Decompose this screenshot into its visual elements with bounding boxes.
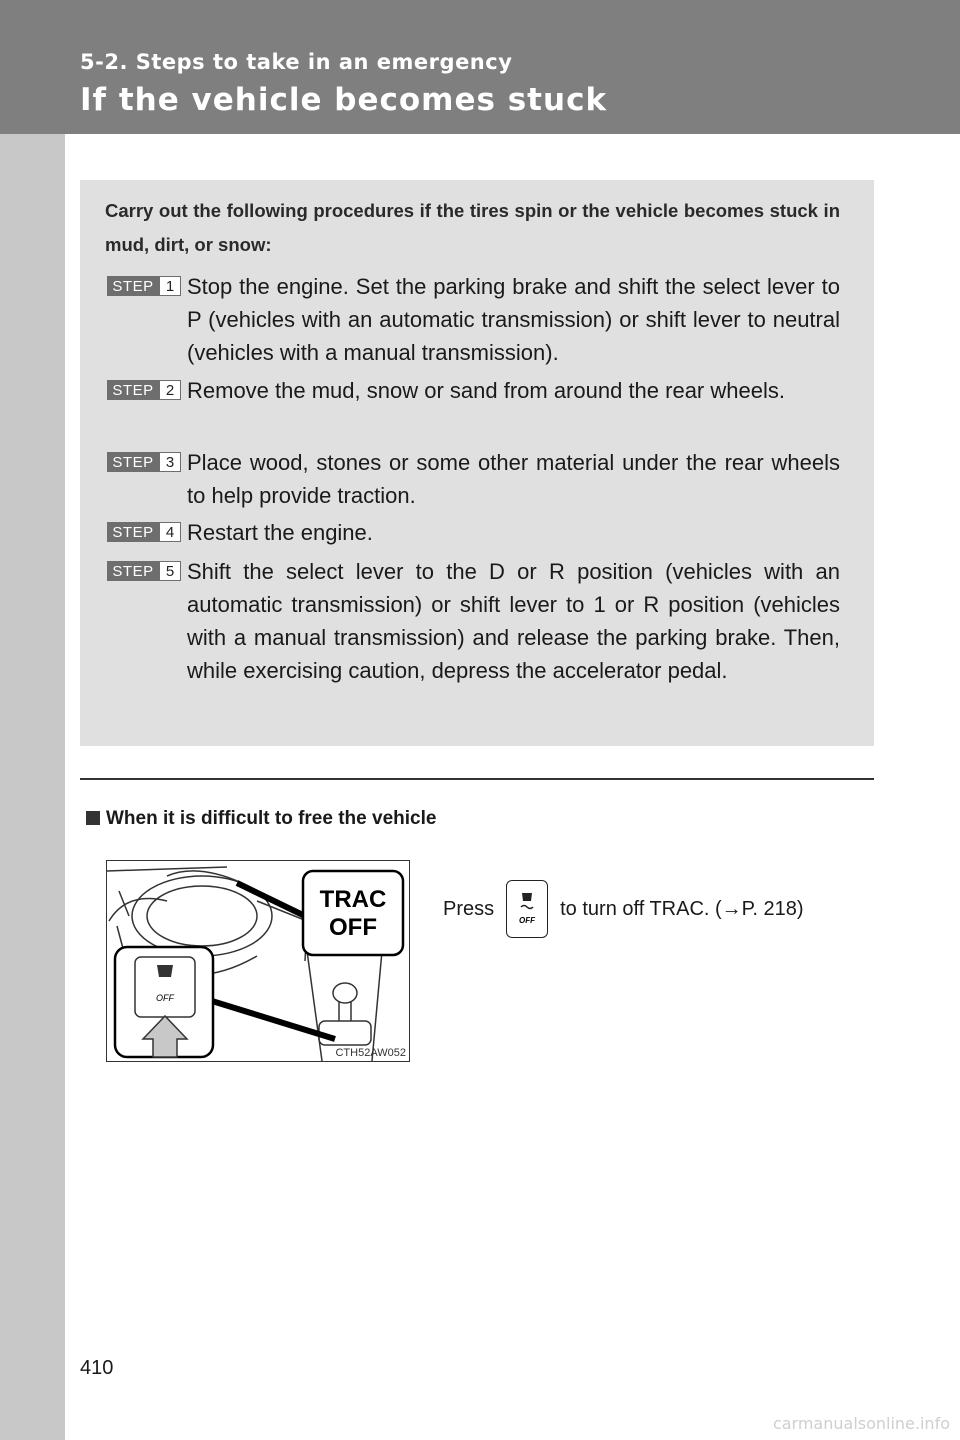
step-text-3: Place wood, stones or some other material under the rear wheels to help provide traction. <box>187 450 840 508</box>
step-badge-2: STEP 2 <box>107 380 183 400</box>
step-badge-5: STEP 5 <box>107 561 183 581</box>
step-badge-3: STEP 3 <box>107 452 183 472</box>
step-badge-1: STEP 1 <box>107 276 183 296</box>
square-bullet-icon <box>86 811 100 825</box>
subsection-heading: When it is difficult to free the vehicle <box>86 808 436 830</box>
button-off-label: OFF <box>519 916 536 925</box>
callout-line1: TRAC <box>319 886 387 913</box>
closeup-off-label: OFF <box>156 993 174 1003</box>
step-text-1: Stop the engine. Set the parking brake and shift the select lever to P (vehicles with an automatic transmission) or shift lever to neutral (vehicles with a manual transmission). <box>187 274 840 365</box>
figure-code: CTH52AW052 <box>335 1047 406 1059</box>
trac-off-button-icon <box>506 880 548 938</box>
trac-off-callout <box>303 871 403 955</box>
procedure-box <box>80 180 874 746</box>
press-instruction: Press OFF to turn off TRAC. (→P. 218) <box>443 880 804 938</box>
page-header <box>0 0 960 134</box>
watermark: carmanualsonline.info <box>772 1414 950 1433</box>
page-margin-band <box>0 0 65 1440</box>
section-label: 5-2. Steps to take in an emergency <box>80 50 513 74</box>
page-title: If the vehicle becomes stuck <box>80 82 608 118</box>
section-divider <box>80 778 874 780</box>
page-number: 410 <box>80 1357 114 1379</box>
step-text-4: Restart the engine. <box>187 520 373 545</box>
procedure-intro: Carry out the following procedures if the tires spin or the vehicle becomes stuck in mud, dirt, or snow: <box>105 200 840 255</box>
step-badge-4: STEP 4 <box>107 522 183 542</box>
dashboard-illustration <box>106 860 410 1062</box>
callout-line2: OFF <box>329 914 377 941</box>
dashboard-drawing <box>107 861 409 1061</box>
step-text-5: Shift the select lever to the D or R position (vehicles with an automatic transmission) or shift lever to 1 or R position (vehicles with a manual transmission) and release the parking brake. Then, while exercising caution, depress the accelerator pedal. <box>187 559 840 683</box>
step-text-2: Remove the mud, snow or sand from around the rear wheels. <box>187 378 785 403</box>
